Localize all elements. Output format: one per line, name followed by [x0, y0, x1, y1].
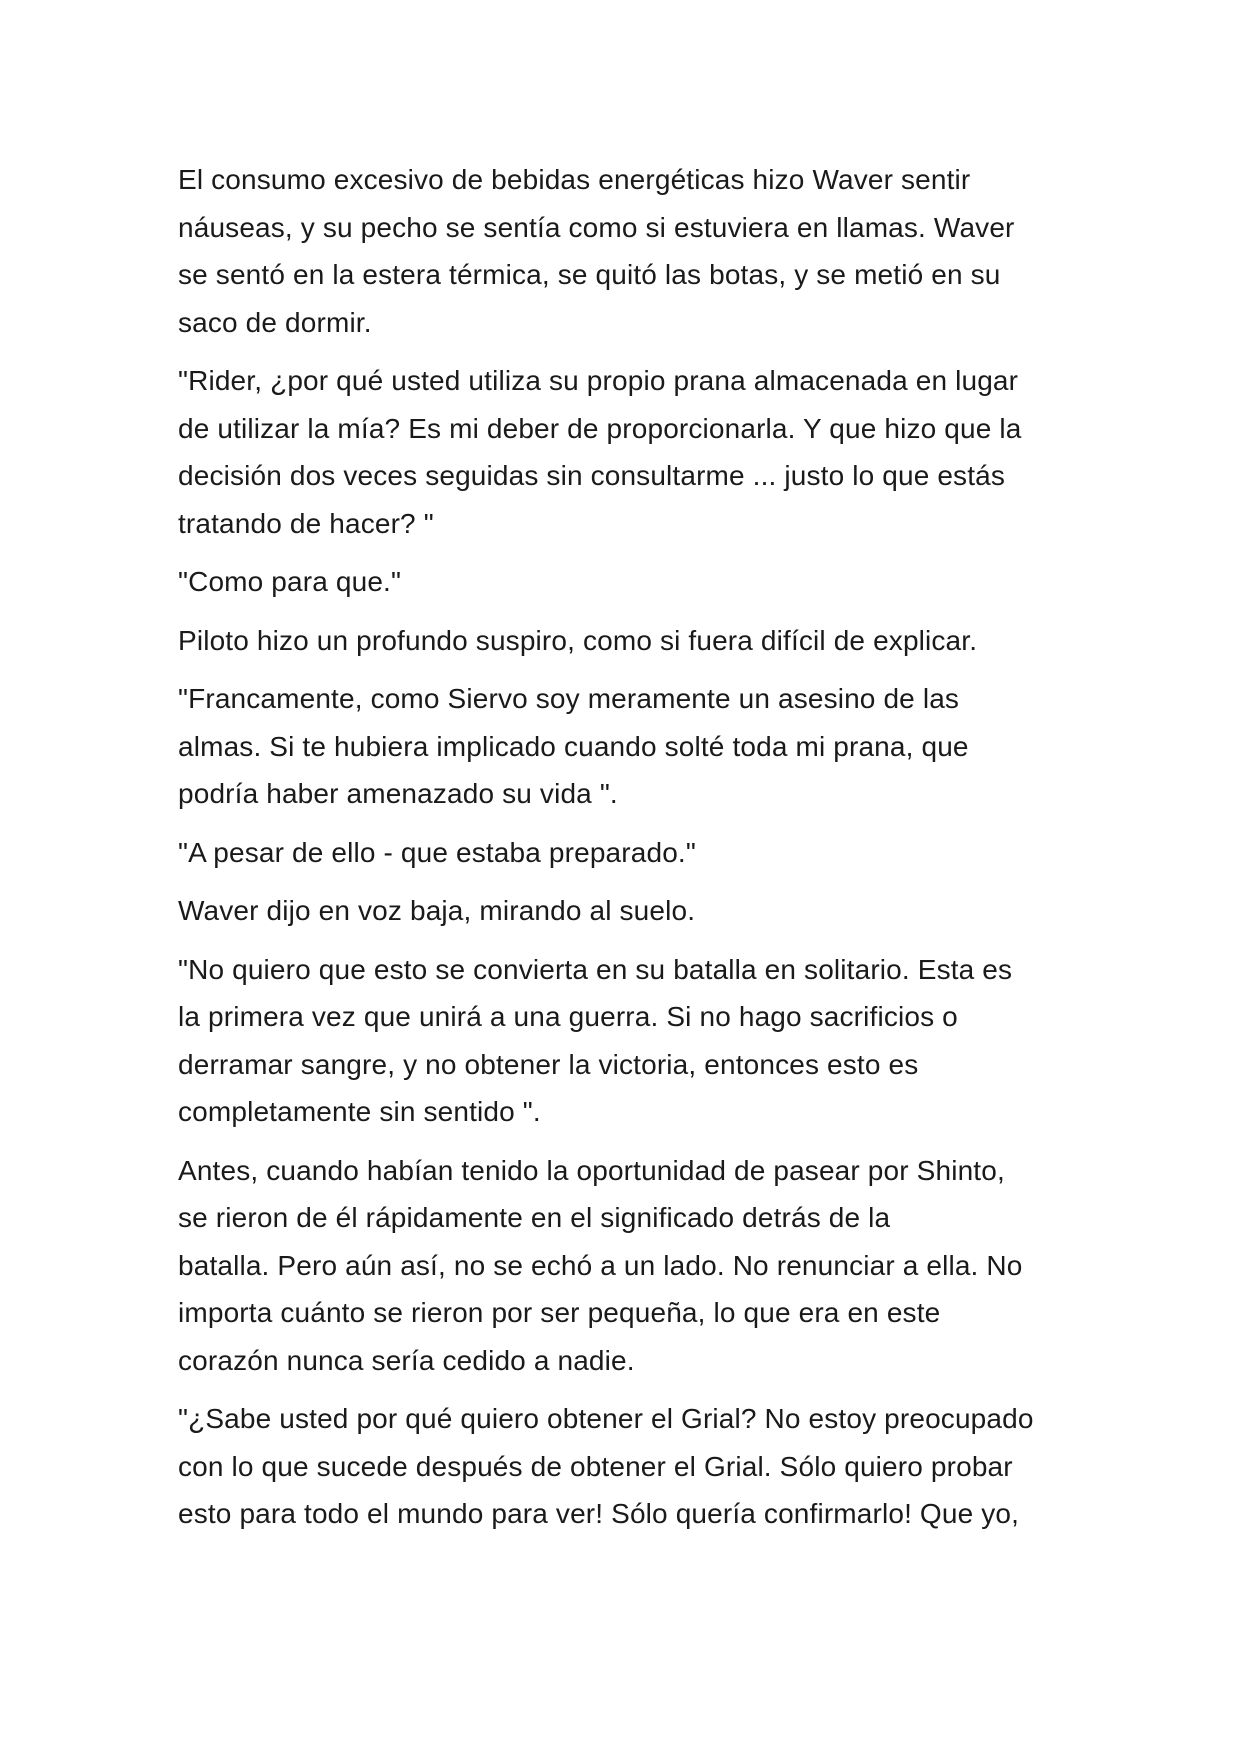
text-line: con lo que sucede después de obtener el Grial. Sólo quiero probar — [178, 1450, 1013, 1482]
text-line: esto para todo el mundo para ver! Sólo quería confirmarlo! Que yo, — [178, 1498, 1020, 1529]
paragraph — [178, 829, 1098, 877]
text-line: El consumo excesivo de bebidas energéticas hizo Waver sentir — [178, 164, 971, 195]
text-line: podría haber amenazado su vida ". — [178, 778, 618, 809]
text-line: Antes, cuando habían tenido la oportunidad de pasear por Shinto, — [178, 1154, 1005, 1186]
text-line: decisión dos veces seguidas sin consultarme ... justo lo que estás — [178, 460, 1006, 491]
text-line: se rieron de él rápidamente en el significado detrás de la — [178, 1202, 891, 1233]
text-line: almas. Si te hubiera implicado cuando solté toda mi prana, que — [178, 730, 969, 762]
paragraph — [178, 558, 1098, 606]
text-line: importa cuánto se rieron por ser pequeña, lo que era en este — [178, 1297, 941, 1328]
paragraph — [178, 887, 1098, 935]
paragraph — [178, 617, 1098, 665]
text-line: "No quiero que esto se convierta en su batalla en solitario. Esta es — [178, 953, 1013, 985]
paragraph — [178, 1147, 1098, 1385]
text-line: derramar sangre, y no obtener la victoria, entonces esto es — [178, 1048, 919, 1080]
text-line: de utilizar la mía? Es mi deber de proporcionarla. Y que hizo que la — [178, 412, 1022, 444]
text-line: batalla. Pero aún así, no se echó a un lado. No renunciar a ella. No — [178, 1249, 1023, 1281]
paragraph — [178, 946, 1098, 1136]
paragraph — [178, 1395, 1098, 1538]
text-line: se sentó en la estera térmica, se quitó las botas, y se metió en su — [178, 259, 1001, 290]
text-line: "¿Sabe usted por qué quiero obtener el Grial? No estoy preocupado — [178, 1403, 1034, 1434]
text-line: corazón nunca sería cedido a nadie. — [178, 1344, 635, 1376]
text-line: "A pesar de ello - que estaba preparado." — [178, 836, 696, 868]
text-line: la primera vez que unirá a una guerra. Si no hago sacrificios o — [178, 1001, 958, 1032]
text-line: tratando de hacer? " — [178, 507, 434, 539]
text-line: náuseas, y su pecho se sentía como si estuviera en llamas. Waver — [178, 211, 1015, 243]
paragraph — [178, 156, 1098, 346]
text-line: completamente sin sentido ". — [178, 1096, 541, 1127]
text-line: "Como para que." — [178, 566, 402, 597]
text-line: Waver dijo en voz baja, mirando al suelo. — [178, 895, 696, 926]
paragraph — [178, 675, 1098, 818]
text-line: Piloto hizo un profundo suspiro, como si fuera difícil de explicar. — [178, 624, 978, 656]
paragraph — [178, 357, 1098, 547]
text-line: "Francamente, como Siervo soy meramente un asesino de las — [178, 683, 960, 714]
text-line: "Rider, ¿por qué usted utiliza su propio prana almacenada en lugar — [178, 365, 1019, 396]
text-body — [178, 156, 1098, 1549]
text-line: saco de dormir. — [178, 306, 372, 338]
